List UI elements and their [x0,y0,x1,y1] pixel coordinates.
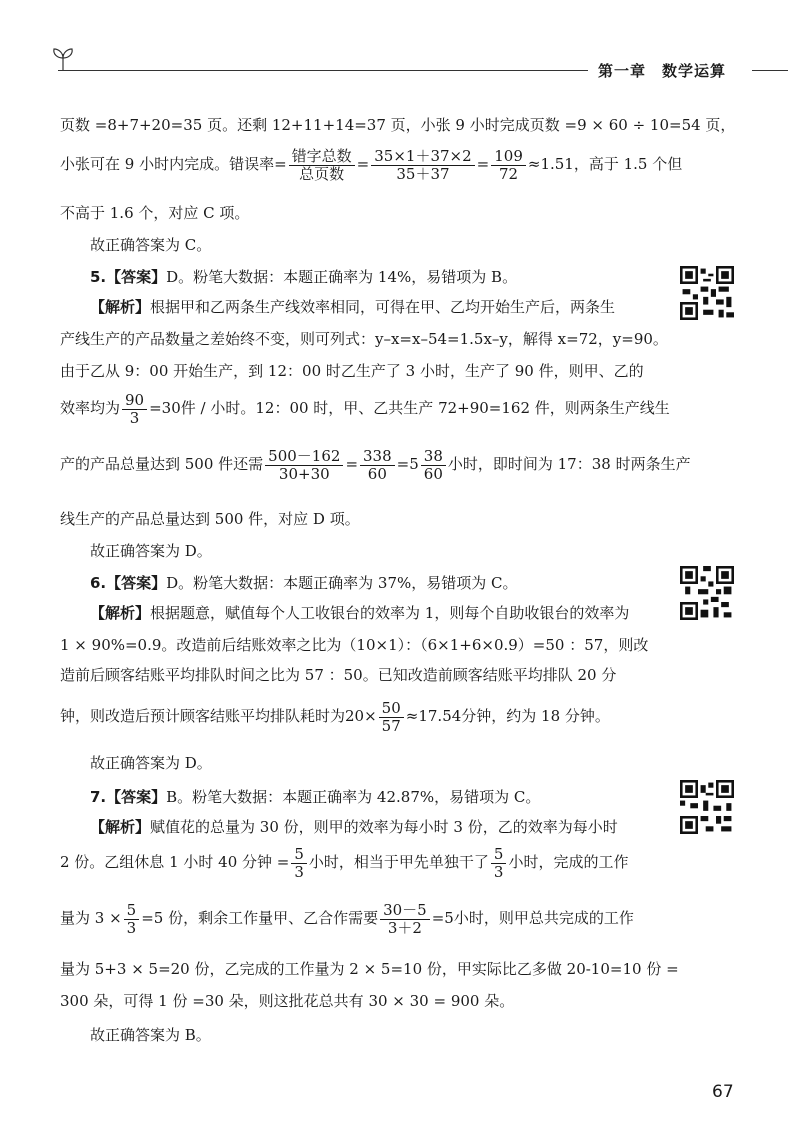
text-line: 量为 3 × $\frac{5}{3}$ =5 份，剩余工作量甲、乙合作需要 $\frac{30-5}{3+2}$ =5小时，则甲总共完成的工作 [60,901,634,937]
fraction: $\frac{50}{57}$ [379,700,404,734]
answer-line: 故正确答案为 D。 [90,542,212,560]
text-line: 产线生产的产品数量之差始终不变，则可列式：y–x=x–54=1.5x–y，解得 x=72，y=90。 [60,330,668,348]
answer-heading-5: 5.【答案】D。粉笔大数据：本题正确率为 14%，易错项为 B。 [90,268,518,286]
page-number: 67 [712,1082,734,1102]
fraction: $\frac{5}{3}$ [291,846,307,880]
qr-code-icon[interactable] [680,780,734,834]
qr-code-icon[interactable] [680,566,734,620]
answer-line: 故正确答案为 C。 [90,236,212,254]
fraction: $\frac{38}{60}$ [421,448,446,482]
text-line: 由于乙从 9：00 开始生产，到 12：00 时乙生产了 3 小时，生产了 90 件，则甲、乙的 [60,362,644,380]
explanation-line: 【解析】根据题意，赋值每个人工收银台的效率为 1，则每个自助收银台的效率为 [90,604,630,622]
fraction: $\frac{90}{3}$ [122,392,147,426]
fraction: $\frac{\text{错字总数}}{\text{总页数}}$ [289,148,355,182]
text-line: 2 份。乙组休息 1 小时 40 分钟 = $\frac{5}{3}$ 小时，相当于甲先单独干了 $\frac{5}{3}$ 小时，完成的工作 [60,845,629,881]
fraction: $\frac{5}{3}$ [491,846,507,880]
text-line: 小张可在 9 小时内完成。错误率= $\frac{\text{错字总数}}{\text{总页数}}$ = $\frac{35\times 1+37\times 2}{35+37}$ = $\frac{109}{72}$ ≈1.51，高于 1.5 个但 [60,147,683,183]
text-line: 1 × 90%=0.9。改造前后结账效率之比为（10×1）：（6×1+6×0.9）=50 ：57，则改 [60,636,649,654]
fraction: $\frac{5}{3}$ [124,902,140,936]
answer-heading-7: 7.【答案】B。粉笔大数据：本题正确率为 42.87%，易错项为 C。 [90,788,541,806]
fraction: $\frac{30-5}{3+2}$ [380,902,430,936]
text-line: 效率均为 $\frac{90}{3}$ =30件 / 小时。12：00 时，甲、乙共生产 72+90=162 件，则两条生产线生 [60,391,670,427]
answer-line: 故正确答案为 D。 [90,754,212,772]
header-rule-right [752,70,788,71]
fraction: $\frac{35\times 1+37\times 2}{35+37}$ [371,148,474,182]
text-line: 钟，则改造后预计顾客结账平均排队耗时为20× $\frac{50}{57}$ ≈17.54分钟，约为 18 分钟。 [60,699,610,735]
explanation-line: 【解析】赋值花的总量为 30 份，则甲的效率为每小时 3 份，乙的效率为每小时 [90,818,618,836]
qr-code-icon[interactable] [680,266,734,320]
text-line: 产的产品总量达到 500 件还需 $\frac{500-162}{30+30}$ = $\frac{338}{60}$ =5 $\frac{38}{60}$ 小时，即时间为 17：38 时两条生产 [60,447,691,483]
text-line: 不高于 1.6 个，对应 C 项。 [60,204,250,222]
answer-heading-6: 6.【答案】D。粉笔大数据：本题正确率为 37%，易错项为 C。 [90,574,518,592]
fraction: $\frac{500-162}{30+30}$ [265,448,343,482]
answer-line: 故正确答案为 B。 [90,1026,211,1044]
text-line: 造前后顾客结账平均排队时间之比为 57 ：50。已知改造前顾客结账平均排队 20 分 [60,666,617,684]
fraction: $\frac{338}{60}$ [360,448,395,482]
chapter-title: 第一章 数学运算 [598,62,727,80]
fraction: $\frac{109}{72}$ [491,148,526,182]
text-line: 300 朵，可得 1 份 =30 朵，则这批花总共有 30 × 30 = 900 朵。 [60,992,515,1010]
explanation-line: 【解析】根据甲和乙两条生产线效率相同，可得在甲、乙均开始生产后，两条生 [90,298,616,316]
text-line: 线生产的产品总量达到 500 件，对应 D 项。 [60,510,360,528]
header-rule [58,70,588,71]
text-line: 页数 =8+7+20=35 页。还剩 12+11+14=37 页，小张 9 小时完成页数 =9 × 60 ÷ 10=54 页， [60,116,736,134]
text-line: 量为 5+3 × 5=20 份，乙完成的工作量为 2 × 5=10 份，甲实际比乙多做 20-10=10 份 = [60,960,679,978]
